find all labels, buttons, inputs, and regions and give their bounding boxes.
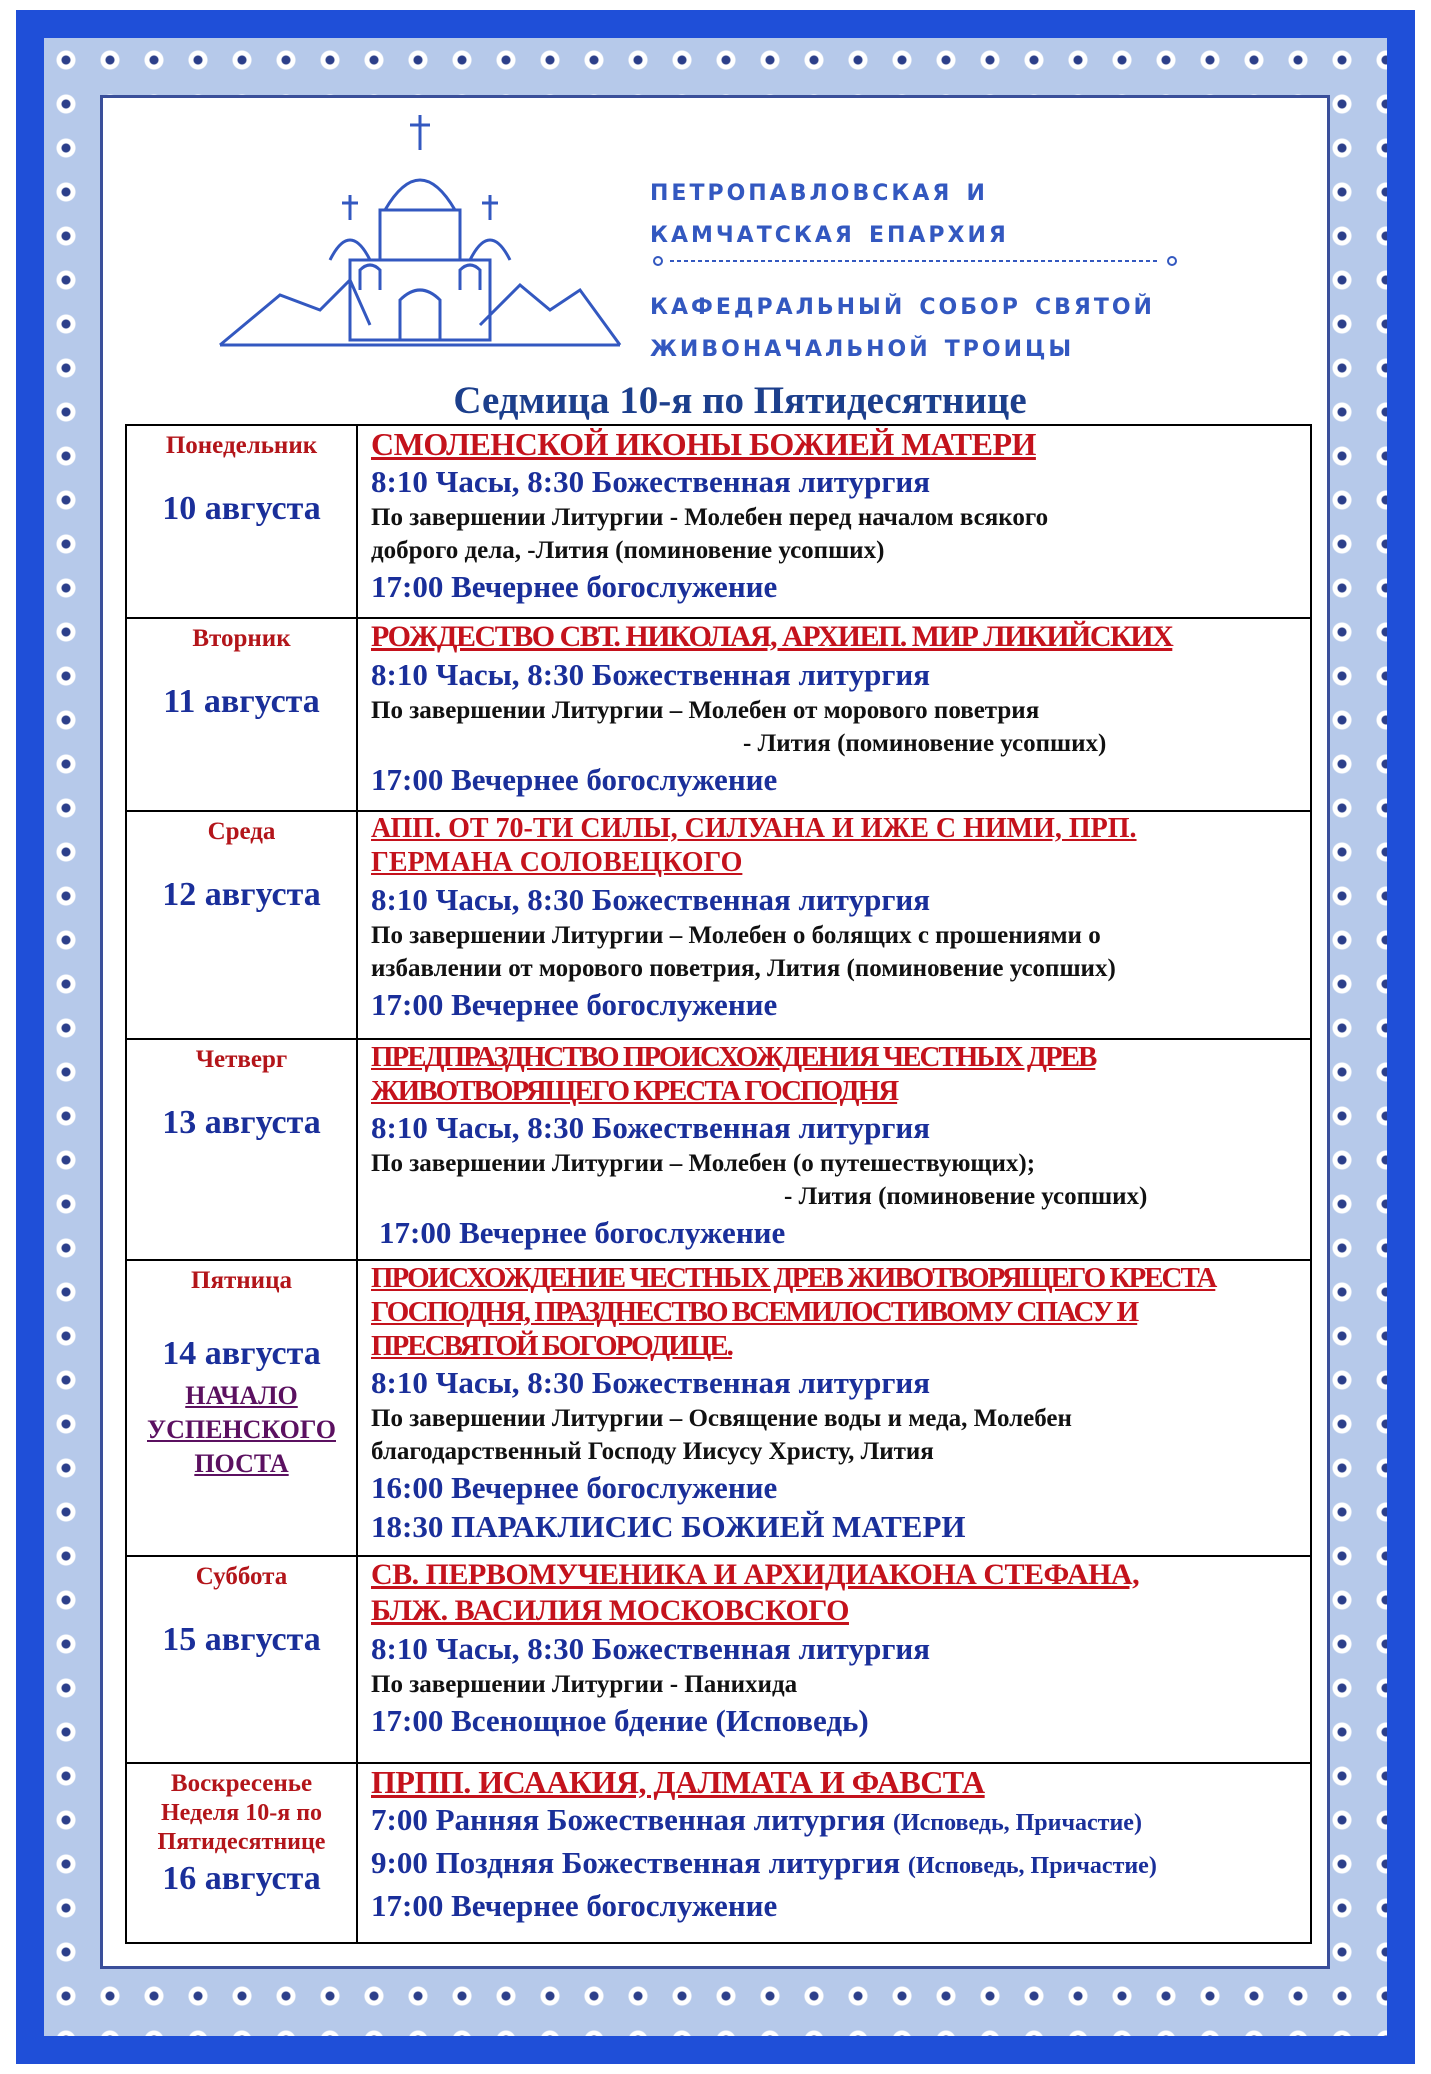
day-of-week: Вторник bbox=[192, 625, 291, 652]
day-cell bbox=[126, 1039, 357, 1260]
evening-service: 17:00 Вечернее богослужение bbox=[379, 1215, 786, 1250]
service-note: По завершении Литургии – Молебен о болящих с прошениями о bbox=[371, 922, 1101, 949]
liturgy-time: 8:10 Часы, 8:30 Божественная литургия bbox=[371, 1631, 931, 1666]
day-cell bbox=[126, 1763, 357, 1943]
lent-start-note: ПОСТА bbox=[194, 1449, 289, 1478]
early-liturgy bbox=[371, 1800, 1310, 1843]
early-liturgy-time: 7:00 Ранняя Божественная литургия bbox=[371, 1802, 886, 1837]
day-of-week: Понедельник bbox=[165, 432, 318, 459]
service-note: По завершении Литургии – Молебен (о путешествующих); bbox=[371, 1150, 1036, 1177]
service-note: По завершении Литургии – Молебен от морового поветрия bbox=[371, 697, 1040, 724]
feast-title: ПРЕСВЯТОЙ БОГОРОДИЦЕ. bbox=[371, 1330, 732, 1362]
table-row bbox=[126, 1260, 1311, 1556]
service-note: благодарственный Господу Иисусу Христу, Лития bbox=[371, 1438, 934, 1465]
sunday-week: Неделя 10-я по bbox=[160, 1800, 323, 1826]
day-of-week: Воскресенье bbox=[170, 1770, 313, 1797]
service-cell bbox=[357, 618, 1311, 811]
day-cell bbox=[126, 1260, 357, 1556]
date: 16 августа bbox=[162, 1860, 321, 1897]
paraklesis-service: 18:30 ПАРАКЛИСИС БОЖИЕЙ МАТЕРИ bbox=[371, 1509, 966, 1544]
lent-start-note: УСПЕНСКОГО bbox=[147, 1415, 336, 1444]
liturgy-time: 8:10 Часы, 8:30 Божественная литургия bbox=[371, 1110, 931, 1145]
table-row bbox=[126, 811, 1311, 1039]
service-note: По завершении Литургии - Молебен перед началом всякого bbox=[371, 504, 1049, 531]
feast-title: СМОЛЕНСКОЙ ИКОНЫ БОЖИЕЙ МАТЕРИ bbox=[371, 426, 1036, 462]
early-liturgy-note: (Исповедь, Причастие) bbox=[892, 1810, 1142, 1836]
service-cell bbox=[357, 1260, 1311, 1556]
day-cell bbox=[126, 618, 357, 811]
day-cell bbox=[126, 811, 357, 1039]
feast-title: ПРЕДПРАЗДНСТВО ПРОИСХОЖДЕНИЯ ЧЕСТНЫХ ДРЕВ bbox=[371, 1041, 1096, 1073]
vigil-service: 17:00 Всенощное бдение (Исповедь) bbox=[371, 1703, 869, 1738]
evening-service: 17:00 Вечернее богослужение bbox=[371, 987, 778, 1022]
day-of-week: Суббота bbox=[195, 1563, 288, 1590]
feast-title: ЖИВОТВОРЯЩЕГО КРЕСТА ГОСПОДНЯ bbox=[371, 1075, 898, 1107]
sunday-week: Пятидесятнице bbox=[157, 1829, 326, 1855]
day-cell bbox=[126, 425, 357, 618]
date: 15 августа bbox=[162, 1621, 321, 1658]
late-liturgy bbox=[371, 1843, 1310, 1886]
date: 14 августа bbox=[162, 1335, 321, 1372]
service-cell bbox=[357, 1039, 1311, 1260]
date: 12 августа bbox=[162, 876, 321, 913]
service-note: По завершении Литургии - Панихида bbox=[371, 1671, 798, 1698]
service-note: - Лития (поминовение усопших) bbox=[784, 1183, 1148, 1210]
service-note: доброго дела, -Лития (поминовение усопших) bbox=[371, 537, 885, 564]
evening-service: 17:00 Вечернее богослужение bbox=[371, 762, 778, 797]
liturgy-time: 8:10 Часы, 8:30 Божественная литургия bbox=[371, 882, 931, 917]
lent-start-note: НАЧАЛО bbox=[185, 1381, 298, 1410]
date: 11 августа bbox=[163, 683, 320, 720]
ornament-divider bbox=[650, 256, 1180, 266]
service-note: - Лития (поминовение усопших) bbox=[743, 730, 1107, 757]
service-cell bbox=[357, 425, 1311, 618]
feast-title: ПРПП. ИСААКИЯ, ДАЛМАТА И ФАВСТА bbox=[371, 1764, 985, 1800]
week-title: Седмица 10-я по Пятидесятнице bbox=[453, 379, 1027, 422]
feast-title: ПРОИСХОЖДЕНИЕ ЧЕСТНЫХ ДРЕВ ЖИВОТВОРЯЩЕГО КРЕСТА bbox=[371, 1262, 1216, 1294]
service-note: По завершении Литургии – Освящение воды и меда, Молебен bbox=[371, 1405, 1072, 1432]
header bbox=[210, 110, 1230, 370]
table-row bbox=[126, 1039, 1311, 1260]
evening-service: 16:00 Вечернее богослужение bbox=[371, 1470, 778, 1505]
feast-title: ГЕРМАНА СОЛОВЕЦКОГО bbox=[371, 847, 743, 878]
evening-service: 17:00 Вечернее богослужение bbox=[371, 569, 778, 604]
diocese-name bbox=[650, 168, 1009, 252]
day-of-week: Пятница bbox=[191, 1267, 292, 1294]
feast-title: БЛЖ. ВАСИЛИЯ МОСКОВСКОГО bbox=[371, 1594, 849, 1627]
day-of-week: Четверг bbox=[195, 1046, 288, 1073]
liturgy-time: 8:10 Часы, 8:30 Божественная литургия bbox=[371, 657, 931, 692]
service-cell bbox=[357, 1763, 1311, 1943]
date: 13 августа bbox=[162, 1104, 321, 1141]
cathedral-icon bbox=[210, 110, 630, 360]
liturgy-time: 8:10 Часы, 8:30 Божественная литургия bbox=[371, 464, 931, 499]
table-row bbox=[126, 618, 1311, 811]
service-cell bbox=[357, 1556, 1311, 1763]
table-row bbox=[126, 1556, 1311, 1763]
liturgy-time: 8:10 Часы, 8:30 Божественная литургия bbox=[371, 1365, 931, 1400]
cathedral-line-2: живоначальной троицы bbox=[650, 326, 1075, 364]
date: 10 августа bbox=[162, 490, 321, 527]
day-of-week: Среда bbox=[207, 818, 276, 845]
day-cell bbox=[126, 1556, 357, 1763]
table-row bbox=[126, 425, 1311, 618]
diocese-line-1: петропавловская и bbox=[650, 170, 988, 208]
diocese-line-2: камчатская епархия bbox=[650, 212, 1009, 250]
service-cell bbox=[357, 811, 1311, 1039]
schedule-table bbox=[125, 424, 1312, 1944]
service-note: избавлении от морового поветрия, Лития (поминовение усопших) bbox=[371, 955, 1116, 982]
feast-title: АПП. ОТ 70-ТИ СИЛЫ, СИЛУАНА И ИЖЕ С НИМИ, ПРП. bbox=[371, 813, 1137, 844]
late-liturgy-note: (Исповедь, Причастие) bbox=[907, 1853, 1157, 1879]
feast-title: ГОСПОДНЯ, ПРАЗДНЕСТВО ВСЕМИЛОСТИВОМУ СПАСУ И bbox=[371, 1296, 1138, 1328]
feast-title: СВ. ПЕРВОМУЧЕНИКА И АРХИДИАКОНА СТЕФАНА, bbox=[371, 1558, 1140, 1591]
cathedral-line-1: кафедральный собор святой bbox=[650, 284, 1155, 322]
late-liturgy-time: 9:00 Поздняя Божественная литургия bbox=[371, 1845, 901, 1880]
evening-service: 17:00 Вечернее богослужение bbox=[371, 1888, 778, 1923]
cathedral-name bbox=[650, 282, 1155, 366]
table-row bbox=[126, 1763, 1311, 1943]
feast-title: РОЖДЕСТВО СВТ. НИКОЛАЯ, АРХИЕП. МИР ЛИКИЙСКИХ bbox=[371, 620, 1173, 653]
